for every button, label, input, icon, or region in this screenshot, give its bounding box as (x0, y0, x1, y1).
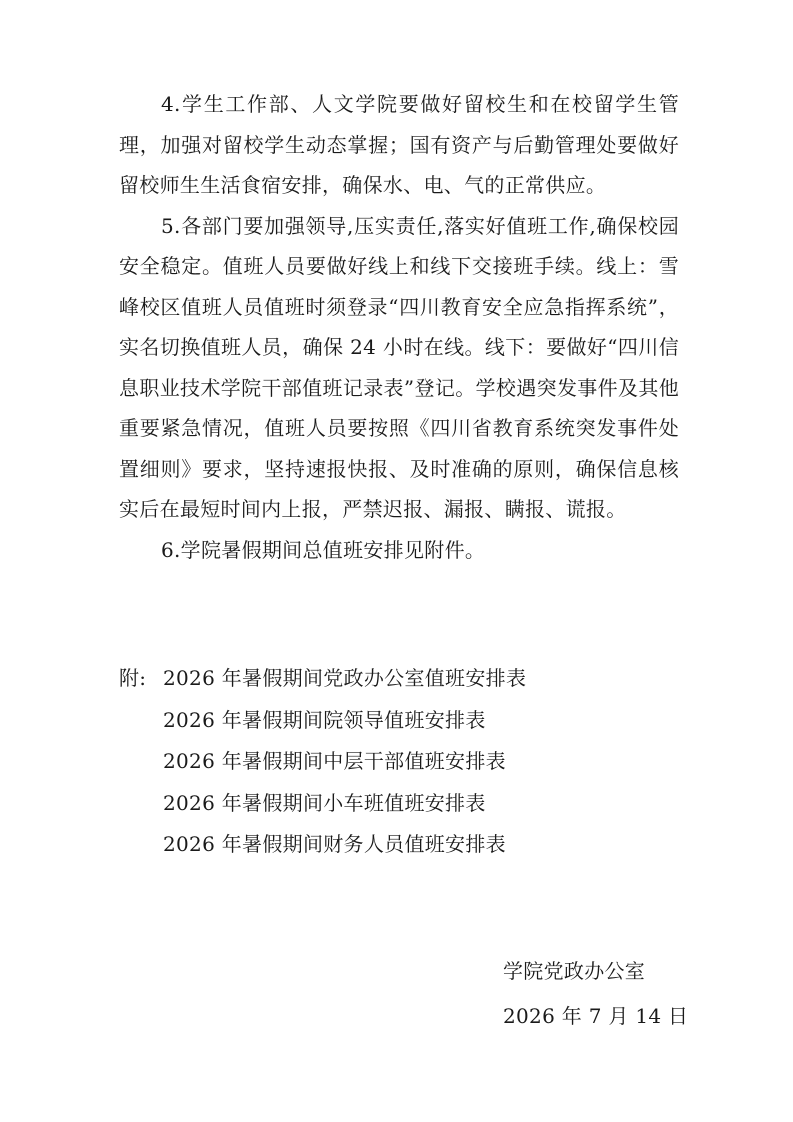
signature-block (503, 949, 688, 1039)
attachment-row (119, 741, 679, 783)
paragraph-item-4: 4.学生工作部、人文学院要做好留校生和在校留学生管理，加强对留校学生动态掌握；国有资产与后勤管理处要做好留校师生生活食宿安排，确保水、电、气的正常供应。 (119, 92, 679, 197)
attachment-item: 2026 年暑假期间党政办公室值班安排表 (163, 666, 527, 690)
attachments-list (119, 658, 679, 866)
document-body (119, 84, 679, 570)
attachment-row (119, 700, 679, 742)
attachment-item: 2026 年暑假期间小车班值班安排表 (163, 790, 486, 815)
signature-date: 2026 年 7 月 14 日 (503, 1004, 689, 1028)
signature-org: 学院党政办公室 (503, 959, 646, 983)
attachment-item: 2026 年暑假期间财务人员值班安排表 (163, 832, 506, 856)
attachment-item: 2026 年暑假期间中层干部值班安排表 (163, 749, 506, 773)
attachment-item: 2026 年暑假期间院领导值班安排表 (163, 707, 486, 732)
attachment-row (119, 824, 679, 866)
attachments-label: 附: (119, 666, 147, 690)
paragraph-item-5: 5.各部门要加强领导,压实责任,落实好值班工作,确保校园安全稳定。值班人员要做好线上和线下交接班手续。线上：雪峰校区值班人员值班时须登录“四川教育安全应急指挥系统”，实名切换值班人员，确保 24 小时在线。线下：要做好“四川信息职业技术学院干部值班记录表”登记。学校遇突发事件及其他重要紧急情况，值班人员要按照《四川省教育系统突发事件处置细则》要求，坚持速报快报、及时准确的原则，确保信息核实后在最短时间内上报，严禁迟报、漏报、瞒报、谎报。 (119, 213, 679, 521)
attachment-row (119, 658, 679, 700)
paragraph-item-6: 6.学院暑假期间总值班安排见附件。 (161, 537, 486, 562)
attachment-row (119, 783, 679, 825)
